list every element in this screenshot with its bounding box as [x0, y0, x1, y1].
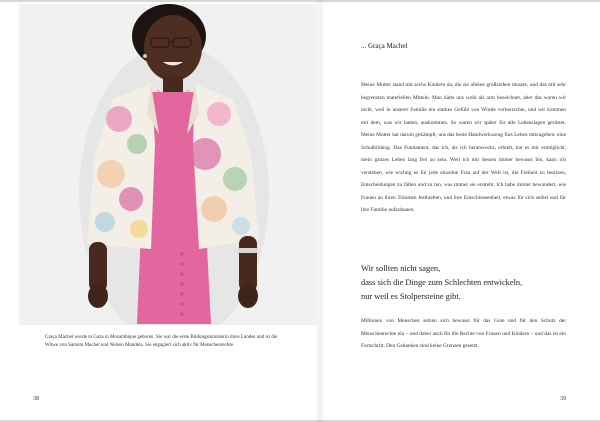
top-edge [0, 0, 600, 2]
pull-quote [361, 262, 566, 304]
pull-quote-line: dass sich die Dinge zum Schlechten entwickeln, [361, 278, 523, 287]
section-heading: ... Graça Machel [361, 42, 408, 50]
pull-quote-line: nur weil es Stolpersteine gibt. [361, 292, 461, 301]
body-paragraph-2: Millionen von Menschen setzen sich bewusst für das Gute und für den Schutz der Menschenrechte ein – und dabei auch für die Rechte von Frauen und Kindern – und das ist ein Fortschritt. Den Gedanken sind keine Grenzen gesetzt. [361, 318, 566, 349]
body-paragraph-1: Meine Mutter stand mit sechs Kindern da, die sie alleine großziehen musste, und das mit sehr begrenzten materiellen Mitteln. Man hätte uns wohl als arm bezeichnet, aber das waren wir nicht, weil in unserer Familie ein starkes Gefühl von Würde vorherrschte, und wir kommen mit dem, was wir hatten, auskommen. So waren wir später für alle Lebenslagen gerüstet. Meine Mutter hat darum gekämpft, uns das beste Handwerkszeug fürs Leben mitzugeben: eine Schulbildung. Das Fundament, das ich, als ich heranwuchs, erhielt, hat es mir ermöglicht, mein ganzes Leben lang frei zu sein. Weil ich mir dessen immer bewusst bin, kann ich verstehen, wie wichtig es für jede einzelne Frau auf der Welt ist, die Freiheit zu besitzen, Entscheidungen zu fällen und zu tun, was immer sie erstrebt. Ich habe immer bewundert, wie Frauen an ihren Träumen festhielten, und ihre Entschlossenheit, etwas für sich selbst und für ihre Familie aufzubauen. [361, 82, 566, 213]
pull-quote-line: Wir sollten nicht sagen, [361, 264, 441, 273]
portrait-illustration [19, 4, 317, 325]
portrait-photo [19, 4, 317, 325]
page-number-left: 38 [33, 396, 39, 402]
photo-caption: Graça Machel wurde in Gaza in Mosambique geboren. Sie war die erste Bildungsministerin ihres Landes und ist die Witwe von Samora Machel und Nelson Mandela. Sie engagiert sich aktiv für Menschenrechte. [45, 335, 278, 348]
page-number-right: 39 [560, 396, 566, 402]
